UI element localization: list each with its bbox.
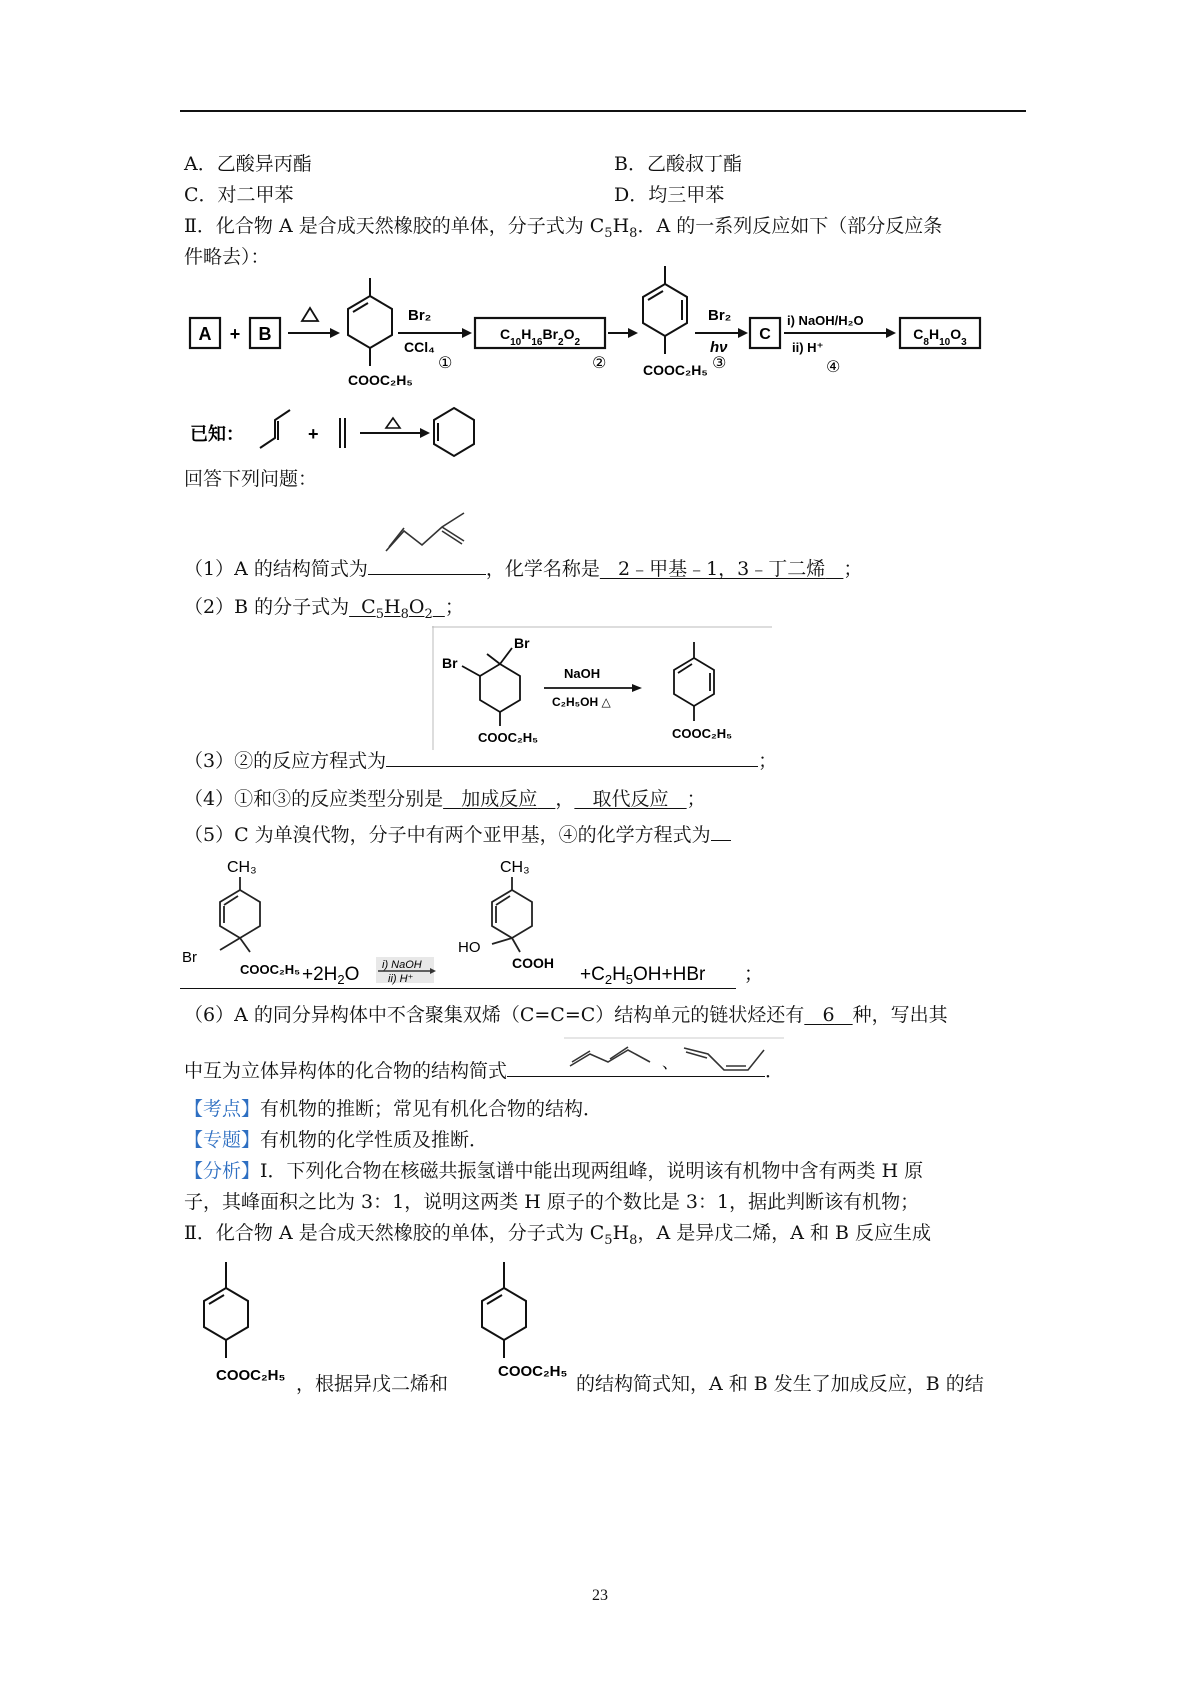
kaodian-line: 【考点】有机物的推断；常见有机化合物的结构． xyxy=(184,1098,603,1120)
q1-line: （1）A 的结构简式为 ，化学名称是 2﹣甲基﹣1，3﹣丁二烯 ； xyxy=(184,558,863,580)
q1-answer: 2﹣甲基﹣1，3﹣丁二烯 xyxy=(618,558,826,580)
ester-label-1: COOC₂H₅ xyxy=(348,372,413,388)
fenxi-ester-1: COOC₂H₅ xyxy=(216,1367,286,1384)
q2-line: （2）B 的分子式为 $C_5H_8O_2$ ； xyxy=(184,596,464,622)
option-a: A．乙酸异丙酯 xyxy=(184,153,312,175)
isoprene-structure xyxy=(380,505,480,566)
svg-text:、: 、 xyxy=(662,1053,679,1072)
q3-br-label-1: Br xyxy=(514,635,530,651)
option-b: B．乙酸叔丁酯 xyxy=(614,153,742,175)
ester-label-2: COOC₂H₅ xyxy=(643,362,708,378)
q3-ester-right: COOC₂H₅ xyxy=(672,726,733,741)
reaction-scheme xyxy=(180,268,980,463)
step-3: ③ xyxy=(712,355,727,372)
q5-cooh-label: COOH xyxy=(512,955,554,971)
q3-br-label-2: Br xyxy=(442,655,458,671)
zhuanti-tag: 【专题】 xyxy=(184,1129,261,1151)
known-label: 已知： xyxy=(190,424,244,444)
step-1: ① xyxy=(438,355,453,372)
q5-ester-label: COOC₂H₅ xyxy=(240,962,301,977)
q5-answer-line xyxy=(180,988,736,989)
q5-products: $+C_2H_5OH+HBr$ xyxy=(580,964,706,987)
svg-text:+: + xyxy=(308,424,319,444)
fenxi-line4-mid: ，根据异戊二烯和 xyxy=(296,1373,449,1395)
fenxi-line4-post: 的结构简式知，A 和 B 发生了加成反应，B 的结 xyxy=(576,1373,984,1395)
q5-ch3-left: CH₃ xyxy=(227,859,257,876)
q5-cond-2: ii) H⁺ xyxy=(388,973,414,985)
q5-br-label: Br xyxy=(182,949,197,966)
q4-answer-1: 加成反应 xyxy=(461,788,538,810)
fenxi-line1: 【分析】Ⅰ．下列化合物在核磁共振氢谱中能出现两组峰，说明该有机物中含有两类 H 原 xyxy=(184,1160,924,1182)
header-rule xyxy=(180,110,1026,112)
br2-label-2: Br₂ xyxy=(708,307,732,324)
kaodian-tag: 【考点】 xyxy=(184,1098,261,1120)
part2-line1: Ⅱ．化合物 A 是合成天然橡胶的单体，分子式为 $C_5H_8$．A 的一系列反应如下（部分反应条 xyxy=(184,215,943,241)
fenxi-ester-2: COOC₂H₅ xyxy=(498,1363,568,1380)
box-a-label: A xyxy=(198,324,212,344)
fenxi-tag: 【分析】 xyxy=(184,1160,261,1182)
hplus-label: ii) H⁺ xyxy=(792,340,824,355)
fenxi-line3: Ⅱ．化合物 A 是合成天然橡胶的单体，分子式为 $C_5H_8$，A 是异戊二烯，A 和 B 反应生成 xyxy=(184,1222,932,1248)
page-number: 23 xyxy=(592,1587,608,1604)
fenxi-line2: 子，其峰面积之比为 3：1，说明这两类 H 原子的个数比是 3：1，据此判断该有机物； xyxy=(184,1191,920,1213)
option-c: C．对二甲苯 xyxy=(184,184,294,206)
fenxi-structure-2 xyxy=(470,1258,570,1396)
q3-line: （3）②的反应方程式为 ； xyxy=(184,750,778,772)
option-d: D．均三甲苯 xyxy=(614,184,725,206)
q5-end: ； xyxy=(744,964,764,985)
q3-naoh-label: NaOH xyxy=(564,666,601,681)
hv-label: hν xyxy=(710,339,728,356)
box-b-label: B xyxy=(258,324,272,344)
fenxi-structure-1 xyxy=(196,1258,296,1396)
q5-line: （5）C 为单溴代物，分子中有两个亚甲基，④的化学方程式为 xyxy=(184,824,731,847)
naoh-label: i) NaOH/H₂O xyxy=(787,313,864,328)
q5-equation xyxy=(180,852,764,987)
q3-ester-left: COOC₂H₅ xyxy=(478,730,539,745)
part2-line2: 件略去）： xyxy=(184,246,270,268)
q6-line1: （6）A 的同分异构体中不含聚集双烯（C=C=C）结构单元的链状烃还有 6 种，写出其 xyxy=(184,1004,948,1026)
q6-answer: 6 xyxy=(822,1004,835,1026)
step-4: ④ xyxy=(826,359,841,376)
q3-equation xyxy=(432,626,772,750)
zhuanti-line: 【专题】有机物的化学性质及推断． xyxy=(184,1129,489,1151)
q5-cond-1: i) NaOH xyxy=(382,959,422,971)
q5-ch3-right: CH₃ xyxy=(500,859,530,876)
q5-ho-label: HO xyxy=(458,939,481,956)
box-end-label: $C_8H_{10}O_3$ xyxy=(913,326,967,348)
questions-intro: 回答下列问题： xyxy=(184,468,318,490)
q6-line2: 中互为立体异构体的化合物的结构简式 ． xyxy=(184,1060,785,1082)
box-c-label: C xyxy=(759,326,771,343)
svg-text:+: + xyxy=(229,324,241,344)
q4-line: （4）①和③的反应类型分别是 加成反应 ， 取代反应 ； xyxy=(184,788,706,810)
box-mid-label: $C_{10}H_{16}Br_2O_2$ xyxy=(499,326,581,348)
q5-water: $+2H_2O$ xyxy=(302,964,360,987)
ccl4-label: CCl₄ xyxy=(404,339,435,355)
br2-label-1: Br₂ xyxy=(408,307,432,324)
q4-answer-2: 取代反应 xyxy=(592,788,669,810)
q6-isomer-structures xyxy=(564,1036,784,1086)
q3-cond-label: C₂H₅OH △ xyxy=(552,695,611,709)
step-2: ② xyxy=(592,355,607,372)
